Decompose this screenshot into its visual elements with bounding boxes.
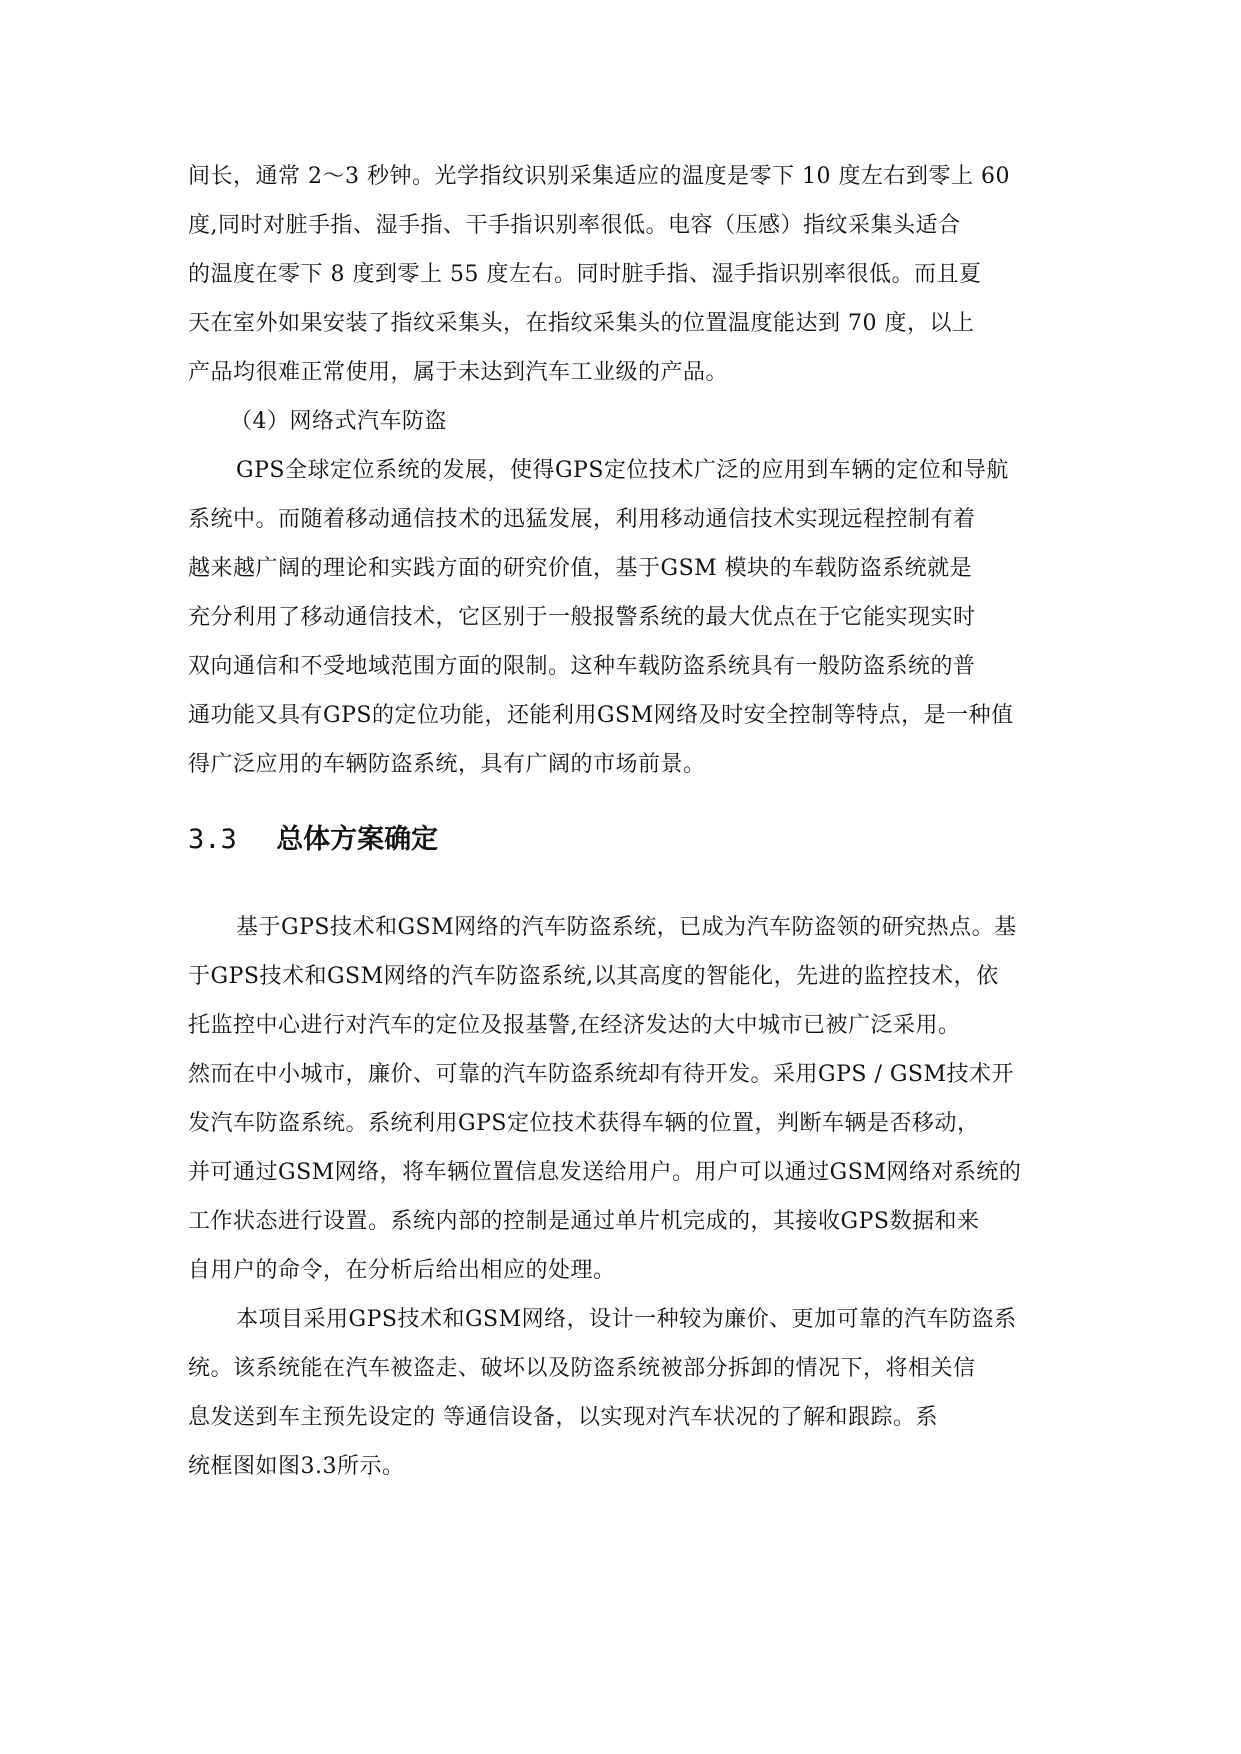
paragraph-4-line-3: 息发送到车主预先设定的 等通信设备，以实现对汽车状况的了解和跟踪。系 (188, 1405, 938, 1430)
section-title: 总体方案确定 (276, 824, 439, 855)
item-4-title: （4）网络式汽车防盗 (230, 409, 447, 434)
paragraph-1-line-2: 度,同时对脏手指、湿手指、干手指识别率很低。电容（压感）指纹采集头适合 (188, 213, 961, 238)
paragraph-3-line-2: 于GPS技术和GSM网络的汽车防盗系统,以其高度的智能化，先进的监控技术，依 (188, 964, 999, 989)
paragraph-2-line-2: 系统中。而随着移动通信技术的迅猛发展，利用移动通信技术实现远程控制有着 (188, 507, 976, 532)
paragraph-2-line-6: 通功能又具有GPS的定位功能，还能利用GSM网络及时安全控制等特点，是一种值 (188, 703, 1014, 728)
paragraph-1-line-3: 的温度在零下 8 度到零上 55 度左右。同时脏手指、湿手指识别率很低。而且夏 (188, 262, 982, 287)
paragraph-2-line-7: 得广泛应用的车辆防盗系统，具有广阔的市场前景。 (188, 752, 706, 777)
paragraph-2-line-1: GPS全球定位系统的发展，使得GPS定位技术广泛的应用到车辆的定位和导航 (236, 458, 1009, 483)
paragraph-2-line-4: 充分利用了移动通信技术，它区别于一般报警系统的最大优点在于它能实现实时 (188, 605, 976, 630)
paragraph-3-line-5: 发汽车防盗系统。系统利用GPS定位技术获得车辆的位置，判断车辆是否移动， (188, 1111, 980, 1136)
paragraph-4-line-1: 本项目采用GPS技术和GSM网络，设计一种较为廉价、更加可靠的汽车防盗系 (236, 1307, 1017, 1332)
paragraph-3-line-1: 基于GPS技术和GSM网络的汽车防盗系统，已成为汽车防盗领的研究热点。基 (236, 915, 1017, 940)
section-heading (188, 822, 438, 858)
paragraph-1-line-5: 产品均很难正常使用，属于未达到汽车工业级的产品。 (188, 360, 729, 385)
paragraph-3-line-3: 托监控中心进行对汽车的定位及报基警,在经济发达的大中城市已被广泛采用。 (188, 1013, 961, 1038)
paragraph-3-line-7: 工作状态进行设置。系统内部的控制是通过单片机完成的，其接收GPS数据和来 (188, 1209, 980, 1234)
paragraph-1-line-1: 间长，通常 2～3 秒钟。光学指纹识别采集适应的温度是零下 10 度左右到零上 60 (188, 164, 1010, 189)
paragraph-3-line-4: 然而在中小城市，廉价、可靠的汽车防盗系统却有待开发。采用GPS / GSM技术开 (188, 1062, 1015, 1087)
paragraph-2-line-3: 越来越广阔的理论和实践方面的研究价值，基于GSM 模块的车载防盗系统就是 (188, 556, 973, 581)
paragraph-4-line-4: 统框图如图3.3所示。 (188, 1454, 405, 1479)
section-number: 3.3 (188, 824, 237, 855)
paragraph-1-line-4: 天在室外如果安装了指纹采集头，在指纹采集头的位置温度能达到 70 度，以上 (188, 311, 975, 336)
paragraph-2-line-5: 双向通信和不受地域范围方面的限制。这种车载防盗系统具有一般防盗系统的普 (188, 654, 976, 679)
paragraph-3-line-8: 自用户的命令，在分析后给出相应的处理。 (188, 1258, 616, 1283)
paragraph-3-line-6: 并可通过GSM网络，将车辆位置信息发送给用户。用户可以通过GSM网络对系统的 (188, 1160, 1022, 1185)
paragraph-4-line-2: 统。该系统能在汽车被盗走、破坏以及防盗系统被部分拆卸的情况下，将相关信 (188, 1356, 976, 1381)
